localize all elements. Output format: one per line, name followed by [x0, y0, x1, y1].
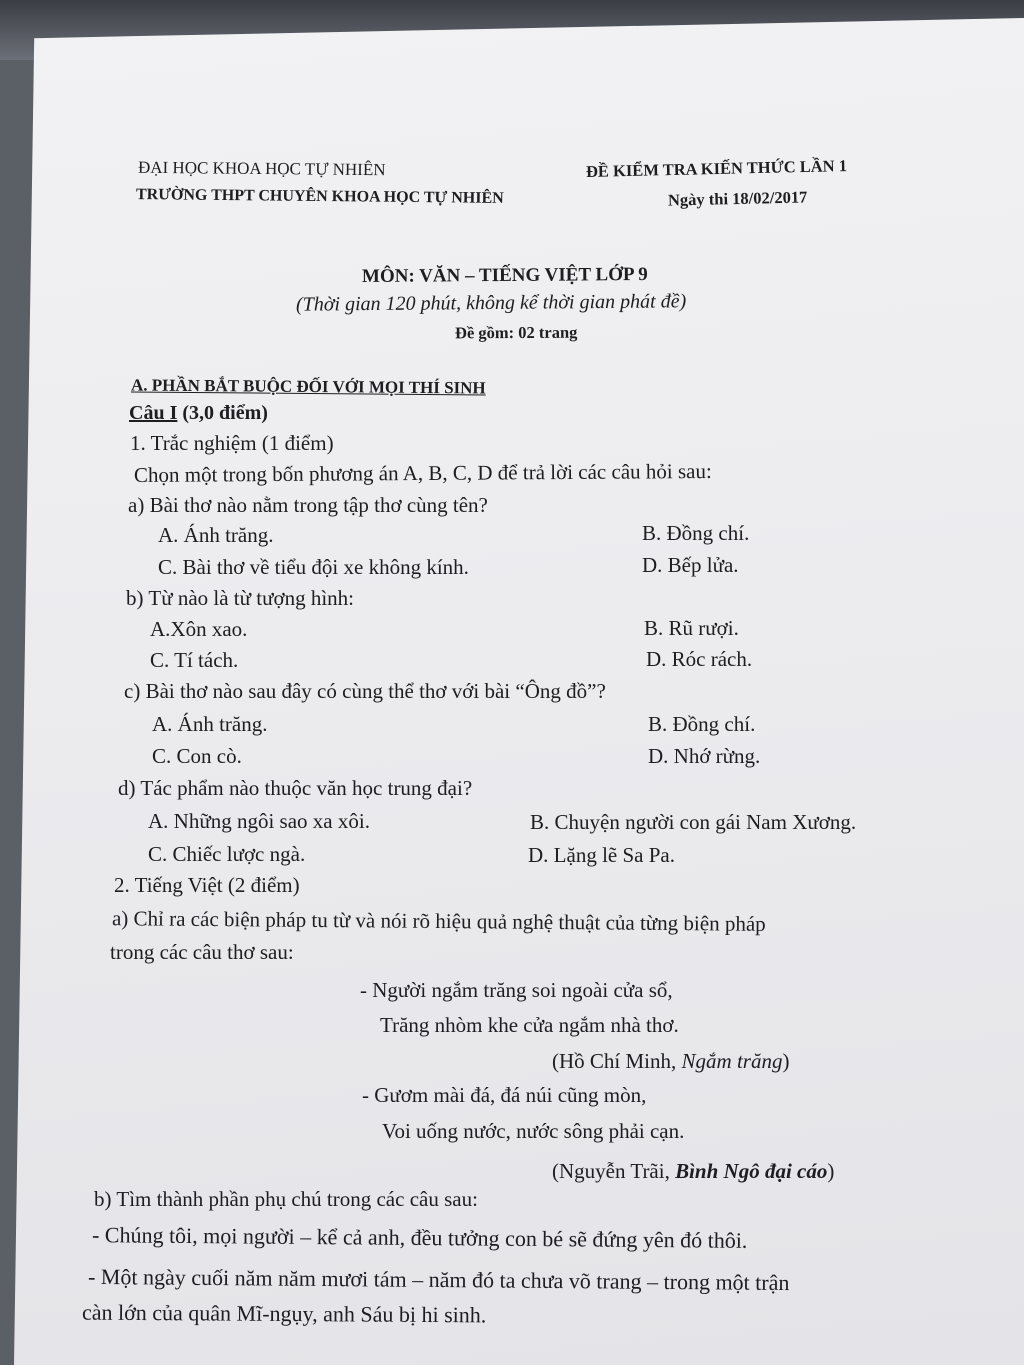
question-points: (3,0 điểm) — [177, 402, 268, 424]
option-c-d: D. Nhớ rừng. — [648, 744, 761, 768]
option-b-c: C. Tí tách. — [150, 648, 239, 672]
page-count: Đề gồm: 02 trang — [454, 322, 578, 343]
part2b-title: b) Tìm thành phần phụ chú trong các câu sau: — [94, 1187, 478, 1211]
question-heading — [129, 402, 268, 424]
question-a: a) Bài thơ nào nằm trong tập thơ cùng tên? — [128, 493, 488, 517]
option-a-a: A. Ánh trăng. — [158, 523, 274, 547]
poem2-source — [552, 1160, 834, 1183]
option-a-b: B. Đồng chí. — [642, 521, 750, 545]
option-d-b: B. Chuyện người con gái Nam Xương. — [530, 810, 857, 834]
poem1-line2: Trăng nhòm khe cửa ngắm nhà thơ. — [380, 1013, 679, 1037]
school-name: TRƯỜNG THPT CHUYÊN KHOA HỌC TỰ NHIÊN — [135, 186, 504, 207]
option-c-c: C. Con cò. — [152, 744, 242, 768]
poem1-author: (Hồ Chí Minh, — [552, 1049, 682, 1073]
poem1-line1: - Người ngắm trăng soi ngoài cửa sổ, — [360, 978, 673, 1002]
subject-title: MÔN: VĂN – TIẾNG VIỆT LỚP 9 — [361, 264, 648, 287]
question-c: c) Bài thơ nào sau đây có cùng thể thơ với bài “Ông đồ”? — [124, 679, 606, 703]
university-name: ĐẠI HỌC KHOA HỌC TỰ NHIÊN — [137, 157, 386, 180]
part2b-sentence1: - Chúng tôi, mọi người – kể cả anh, đều tưởng con bé sẽ đứng yên đó thôi. — [91, 1222, 748, 1253]
instruction: Chọn một trong bốn phương án A, B, C, D để trả lời các câu hỏi sau: — [133, 458, 712, 488]
part2-title: 2. Tiếng Việt (2 điểm) — [114, 873, 300, 897]
poem2-work: Bình Ngô đại cáo — [675, 1159, 828, 1183]
option-a-c: C. Bài thơ về tiểu đội xe không kính. — [158, 555, 469, 579]
option-d-d: D. Lặng lẽ Sa Pa. — [528, 843, 675, 867]
time-note: (Thời gian 120 phút, không kể thời gian phát đề) — [295, 290, 687, 316]
part2b-sentence2-line2: càn lớn của quân Mĩ-ngụy, anh Sáu bị hi sinh. — [81, 1299, 487, 1328]
option-b-a: A.Xôn xao. — [150, 617, 248, 641]
poem1-close: ) — [782, 1049, 790, 1073]
poem2-close: ) — [827, 1159, 835, 1183]
part2b-sentence2-line1: - Một ngày cuối năm năm mươi tám – năm đó ta chưa võ trang – trong một trận — [87, 1263, 790, 1296]
section-heading: A. PHẦN BẮT BUỘC ĐỐI VỚI MỌI THÍ SINH — [130, 375, 486, 398]
option-a-d: D. Bếp lửa. — [642, 553, 739, 577]
poem1-work: Ngắm trăng — [681, 1049, 783, 1073]
poem2-author: (Nguyễn Trãi, — [552, 1159, 676, 1183]
option-b-b: B. Rũ rượi. — [644, 616, 739, 640]
option-d-a: A. Những ngôi sao xa xôi. — [148, 809, 370, 833]
option-d-c: C. Chiếc lược ngà. — [148, 842, 306, 866]
part2a-line1: a) Chỉ ra các biện pháp tu từ và nói rõ hiệu quả nghệ thuật của từng biện pháp — [111, 906, 766, 936]
question-d: d) Tác phẩm nào thuộc văn học trung đại? — [118, 776, 473, 800]
question-b: b) Từ nào là từ tượng hình: — [126, 586, 355, 610]
option-c-a: A. Ánh trăng. — [152, 712, 268, 736]
option-c-b: B. Đồng chí. — [648, 712, 756, 736]
exam-date: Ngày thi 18/02/2017 — [667, 187, 808, 210]
option-b-d: D. Róc rách. — [646, 647, 753, 671]
part1-title: 1. Trắc nghiệm (1 điểm) — [130, 431, 334, 455]
exam-title: ĐỀ KIỂM TRA KIẾN THỨC LẦN 1 — [585, 156, 848, 181]
poem2-line1: - Gươm mài đá, đá núi cũng mòn, — [362, 1083, 647, 1107]
question-label: Câu I — [129, 402, 178, 424]
poem1-source — [552, 1050, 789, 1073]
poem2-line2: Voi uống nước, nước sông phải cạn. — [382, 1119, 685, 1143]
part2a-line2: trong các câu thơ sau: — [110, 940, 294, 964]
